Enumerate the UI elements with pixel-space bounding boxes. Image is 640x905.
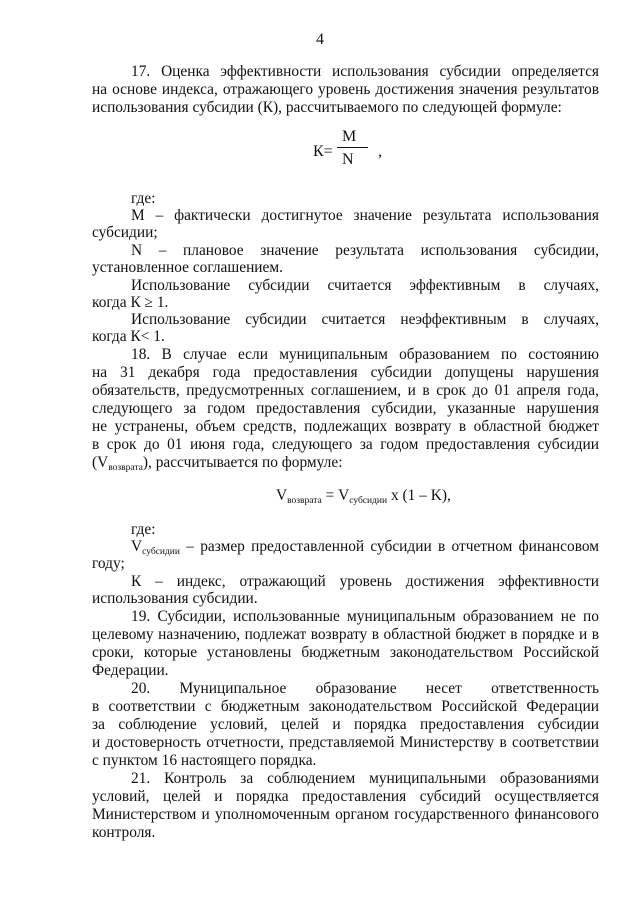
p20-line: в соответствии с бюджетным законодательством Российской Федерации — [92, 698, 599, 715]
p21-line: 21. Контроль за соблюдением муниципальными образованиями — [131, 770, 599, 787]
p19-line: 19. Субсидии, использованные муниципальным образованием не по — [131, 608, 599, 625]
def-n-line: установленное соглашением. — [92, 259, 283, 276]
p20-line: за соблюдение условий, целей и порядка предоставления субсидии — [92, 716, 599, 733]
p21-line: условий, целей и порядка предоставления субсидий осуществляется — [92, 788, 599, 805]
p19-line: сроки, которые установлены бюджетным законодательством Российской — [92, 644, 599, 661]
where-label: где: — [131, 190, 156, 207]
def-v-line: $V_{субсидии}$ – размер предоставленной субсидии в отчетном финансовом — [131, 538, 599, 557]
ineffective-line: Использование субсидии считается неэффективным в случаях, — [131, 311, 599, 328]
effective-line: Использование субсидии считается эффективным в случаях, — [131, 277, 599, 294]
p18-line: следующего за годом предоставления субсидии, указанные нарушения — [92, 400, 599, 417]
ineffective-line: когда К< 1. — [92, 328, 165, 345]
p21-line: Министерством и уполномоченным органом государственного финансового — [92, 806, 599, 823]
formula-return: $V_{возврата} = V_{субсидии}$ x (1 – K), — [276, 487, 451, 506]
formula-k-numerator: М — [342, 128, 357, 145]
p20-line: и достоверность отчетности, представляемой Министерству в соответствии — [92, 734, 599, 751]
p20-line: 20. Муниципальное образование несет ответственность — [131, 680, 599, 697]
formula-k-denominator: N — [342, 151, 354, 168]
page-number: 4 — [316, 31, 324, 48]
p17-line: использования субсидии (К), рассчитываемого по следующей формуле: — [92, 99, 562, 116]
effective-line: когда К ≥ 1. — [92, 294, 169, 311]
def-v-line: году; — [92, 555, 125, 572]
def-n-line: N – плановое значение результата использования субсидии, — [131, 242, 599, 259]
p21-line: контроля. — [92, 824, 156, 841]
p19-line: Федерации. — [92, 662, 169, 679]
p18-line: $(V_{возврата})$, рассчитывается по формуле: — [92, 454, 343, 473]
p18-line: в срок до 01 июня года, следующего за годом предоставления субсидии — [92, 436, 599, 453]
p18-line: 18. В случае если муниципальным образованием по состоянию — [131, 346, 599, 363]
formula-k-lhs: К= — [313, 143, 333, 160]
def-k-line: К – индекс, отражающий уровень достижения эффективности — [131, 573, 599, 590]
fraction-bar — [337, 147, 368, 148]
where-label: где: — [131, 521, 156, 538]
p18-line: обязательств, предусмотренных соглашением, и в срок до 01 апреля года, — [92, 382, 599, 399]
p18-line: на 31 декабря года предоставления субсидии допущены нарушения — [92, 364, 599, 381]
p17-line: 17. Оценка эффективности использования субсидии определяется — [131, 63, 599, 80]
formula-k-comma: , — [378, 143, 382, 160]
def-m-line: М – фактически достигнутое значение результата использования — [131, 207, 599, 224]
p19-line: целевому назначению, подлежат возврату в областной бюджет в порядке и в — [92, 626, 599, 643]
p17-line: на основе индекса, отражающего уровень достижения значения результатов — [92, 81, 599, 98]
p18-line: не устранены, объем средств, подлежащих возврату в областной бюджет — [92, 418, 599, 435]
p20-line: с пунктом 16 настоящего порядка. — [92, 752, 317, 769]
def-k-line: использования субсидии. — [92, 590, 258, 607]
def-m-line: субсидии; — [92, 224, 158, 241]
